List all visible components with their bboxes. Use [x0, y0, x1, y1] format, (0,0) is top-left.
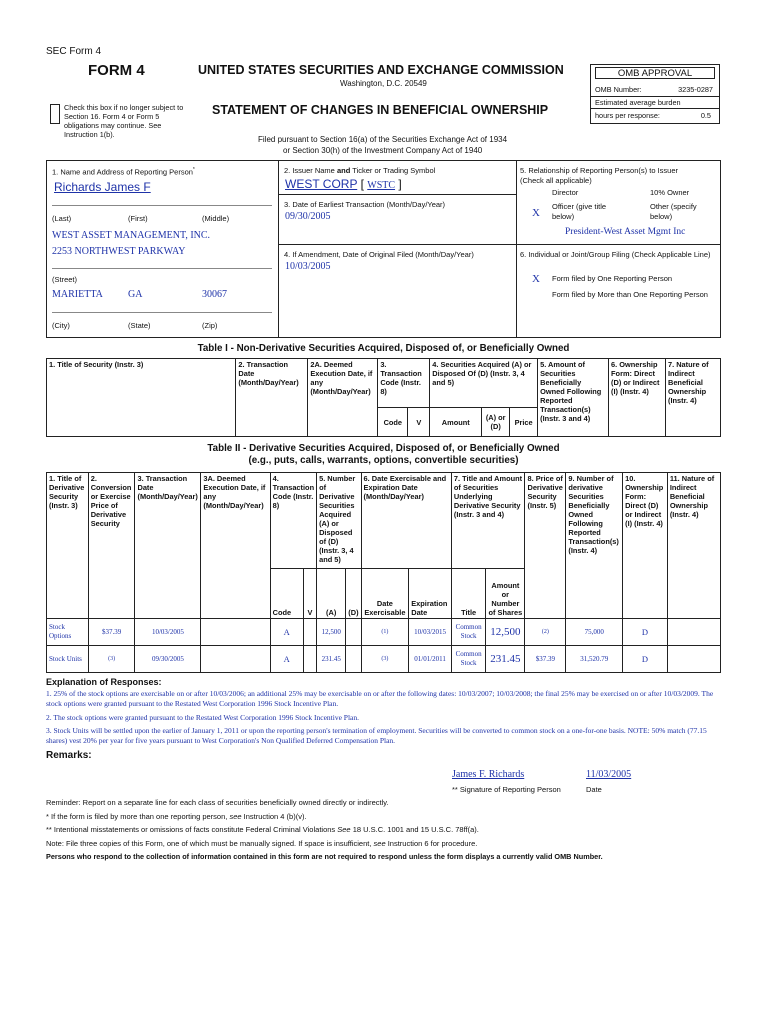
middle-label: (Middle): [202, 214, 230, 223]
t1-h4: 4. Securities Acquired (A) or Disposed Of (D) (Instr. 3, 4 and 5): [430, 359, 538, 408]
table1-title: Table I - Non-Derivative Securities Acquired, Disposed of, or Beneficially Owned: [197, 343, 570, 354]
last-label: (Last): [52, 214, 72, 223]
t2-expiration-date: Expiration Date: [409, 569, 452, 619]
t2-code: Code: [270, 569, 303, 619]
t2-h3: 3. Transaction Date (Month/Day/Year): [135, 473, 201, 619]
filed-pursuant-line2: or Section 30(h) of the Investment Company Act of 1940: [283, 146, 483, 155]
t2-date-exercisable: Date Exercisable: [361, 569, 409, 619]
t2-h6: 6. Date Exercisable and Expiration Date (Month/Day/Year): [361, 473, 451, 569]
t2-h1: 1. Title of Derivative Security (Instr. 3): [47, 473, 89, 619]
earliest-transaction-date: 09/30/2005: [285, 211, 331, 222]
t1-h1: 1. Title of Security (Instr. 3): [47, 359, 236, 437]
table2-derivative: [46, 472, 721, 673]
table-row: Stock Units (3) 09/30/2005 A 231.45 (3) 01/01/2011 Common Stock 231.45 $37.39 31,520.79 D: [47, 646, 721, 673]
reminder: Reminder: Report on a separate line for each class of securities beneficially owned directly or indirectly.: [46, 798, 389, 807]
t1-h7: 7. Nature of Indirect Beneficial Ownership (Instr. 4): [665, 359, 720, 437]
explanation-2: 2. The stock options were granted pursuant to the Restated West Corporation 1996 Stock Incentive Plan.: [46, 713, 360, 722]
explanation-3: 3. Stock Units will be settled upon the earlier of January 1, 2011 or upon the reporting person's termination of employment. Securities will be converted to common stock on a one-for-one basis. NOTE: 50% match (77.15 shares) vest 20% per year for five years pursuant to West Corporation's Non Qualified Deferred Compensation Plan.: [46, 726, 707, 745]
sec-form-label: SEC Form 4: [46, 46, 102, 57]
t2-a: (A): [317, 569, 346, 619]
table-row: Stock Options $37.39 10/03/2005 A 12,500 (1) 10/03/2015 Common Stock 12,500 (2) 75,000 D: [47, 619, 721, 646]
t1-h3: 3. Transaction Code (Instr. 8): [378, 359, 430, 408]
state-label: (State): [128, 321, 151, 330]
agency-city: Washington, D.C. 20549: [340, 79, 427, 88]
filed-pursuant-line1: Filed pursuant to Section 16(a) of the Securities Exchange Act of 1934: [258, 135, 508, 144]
t2-title: Title: [451, 569, 485, 619]
one-person-label: Form filed by One Reporting Person: [552, 274, 673, 283]
signature-label: ** Signature of Reporting Person: [452, 785, 561, 794]
other-label: Other (specify below): [650, 202, 697, 221]
t1-v: V: [408, 408, 430, 437]
address-line1: WEST ASSET MANAGEMENT, INC.: [52, 230, 211, 241]
box2-label: 2. Issuer Name and Ticker or Trading Symbol: [284, 166, 436, 175]
t2-h10: 10. Ownership Form: Direct (D) or Indirect (I) (Instr. 4): [623, 473, 668, 619]
box6-label: 6. Individual or Joint/Group Filing (Check Applicable Line): [520, 250, 711, 259]
footnote-3: Note: File three copies of this Form, one of which must be manually signed. If space is insufficient, see Instruction 6 for procedure.: [46, 839, 478, 848]
t1-h2: 2. Transaction Date (Month/Day/Year): [236, 359, 308, 437]
omb-title: OMB APPROVAL: [595, 67, 715, 79]
zip-value: 30067: [202, 289, 227, 300]
omb-approval-box: [590, 64, 720, 124]
officer-mark[interactable]: X: [532, 207, 540, 219]
explanation-title: Explanation of Responses:: [46, 677, 162, 687]
t2-h2: 2. Conversion or Exercise Price of Derivative Security: [88, 473, 135, 619]
officer-label: Officer (give title below): [552, 202, 607, 221]
no-longer-subject-checkbox[interactable]: [50, 104, 60, 124]
table1-non-derivative: [46, 358, 721, 437]
box1-label: 1. Name and Address of Reporting Person*: [52, 167, 195, 177]
checkbox-instructions: Check this box if no longer subject to Section 16. Form 4 or Form 5 obligations may continue. See Instruction 1(b).: [64, 103, 184, 139]
state-value: GA: [128, 289, 143, 300]
director-label: Director: [552, 188, 579, 197]
city-value: MARIETTA: [52, 289, 103, 300]
street-label: (Street): [52, 275, 78, 284]
t2-h5: 5. Number of Derivative Securities Acquired (A) or Disposed of (D) (Instr. 3, 4 and 5): [317, 473, 361, 569]
t1-h5: 5. Amount of Securities Beneficially Owned Following Reported Transaction(s) (Instr. 3 and 4): [538, 359, 609, 437]
form-title: FORM 4: [88, 62, 145, 79]
table2-title: Table II - Derivative Securities Acquired, Disposed of, or Beneficially Owned (e.g., puts, calls, warrants, options, convertible securities): [207, 443, 560, 466]
one-person-mark[interactable]: X: [532, 273, 540, 285]
t1-a-or-d: (A) or (D): [482, 408, 510, 437]
box3-label: 3. Date of Earliest Transaction (Month/Day/Year): [284, 200, 446, 209]
t1-h2a: 2A. Deemed Execution Date, if any (Month/Day/Year): [308, 359, 378, 437]
signature-date: 11/03/2005: [586, 769, 632, 780]
box4-label: 4. If Amendment, Date of Original Filed (Month/Day/Year): [284, 250, 474, 259]
t1-code: Code: [378, 408, 408, 437]
omb-hours-label: hours per response:: [595, 111, 660, 120]
t2-h11: 11. Nature of Indirect Beneficial Ownership (Instr. 4): [667, 473, 720, 619]
explanation-1: 1. 25% of the stock options are exercisable on or after 10/03/2006; an additional 25% may be exercisable on or after the following dates: 10/03/2007; 10/03/2008; the final 25% may be exercised on or after 10/03/2009. The stock options were granted pursuant to the Restated West Corporation 1996 Stock Incentive Plan.: [46, 689, 714, 708]
omb-number-label: OMB Number:: [595, 85, 642, 94]
omb-burden-label: Estimated average burden: [595, 98, 681, 107]
box5-label: 5. Relationship of Reporting Person(s) to Issuer (Check all applicable): [520, 166, 678, 185]
ticker-symbol[interactable]: WSTC: [367, 180, 396, 191]
t2-h4: 4. Transaction Code (Instr. 8): [270, 473, 316, 569]
date-label: Date: [586, 785, 602, 794]
issuer-name[interactable]: WEST CORP: [285, 177, 358, 191]
t2-h3a: 3A. Deemed Execution Date, if any (Month/Day/Year): [201, 473, 270, 619]
ten-percent-owner-label: 10% Owner: [650, 188, 690, 197]
more-person-label: Form filed by More than One Reporting Person: [552, 290, 708, 299]
issuer-line: WEST CORP [ WSTC ]: [285, 177, 402, 191]
t1-price: Price: [510, 408, 538, 437]
omb-number-value: 3235-0287: [678, 85, 713, 94]
t2-d: (D): [346, 569, 361, 619]
amendment-date: 10/03/2005: [285, 261, 331, 272]
agency-title: UNITED STATES SECURITIES AND EXCHANGE COMMISSION: [198, 63, 564, 77]
t2-h7: 7. Title and Amount of Securities Underlying Derivative Security (Instr. 3 and 4): [451, 473, 525, 569]
zip-label: (Zip): [202, 321, 218, 330]
signature: James F. Richards: [452, 769, 525, 780]
t2-h8: 8. Price of Derivative Security (Instr. 5): [525, 473, 566, 619]
officer-title: President-West Asset Mgmt Inc: [565, 227, 686, 237]
footnote-1: * If the form is filed by more than one reporting person, see Instruction 4 (b)(v).: [46, 812, 307, 821]
omb-notice: Persons who respond to the collection of information contained in this form are not required to respond unless the form displays a currently valid OMB Number.: [46, 852, 603, 861]
first-label: (First): [128, 214, 148, 223]
t2-h9: 9. Number of derivative Securities Beneficially Owned Following Reported Transaction(s) (Instr. 4): [566, 473, 623, 619]
t1-amount: Amount: [430, 408, 482, 437]
t2-v: V: [303, 569, 316, 619]
footnote-2: ** Intentional misstatements or omissions of facts constitute Federal Criminal Violations See 18 U.S.C. 1001 and 15 U.S.C. 78ff(a).: [46, 825, 479, 834]
address-line2: 2253 NORTHWEST PARKWAY: [52, 246, 186, 257]
city-label: (City): [52, 321, 70, 330]
remarks-title: Remarks:: [46, 750, 92, 761]
omb-hours-value: 0.5: [700, 111, 711, 120]
t1-h6: 6. Ownership Form: Direct (D) or Indirect (I) (Instr. 4): [609, 359, 666, 437]
statement-title: STATEMENT OF CHANGES IN BENEFICIAL OWNERSHIP: [212, 103, 549, 117]
reporting-person-name[interactable]: Richards James F: [54, 180, 151, 194]
t2-amount-shares: Amount or Number of Shares: [486, 569, 525, 619]
